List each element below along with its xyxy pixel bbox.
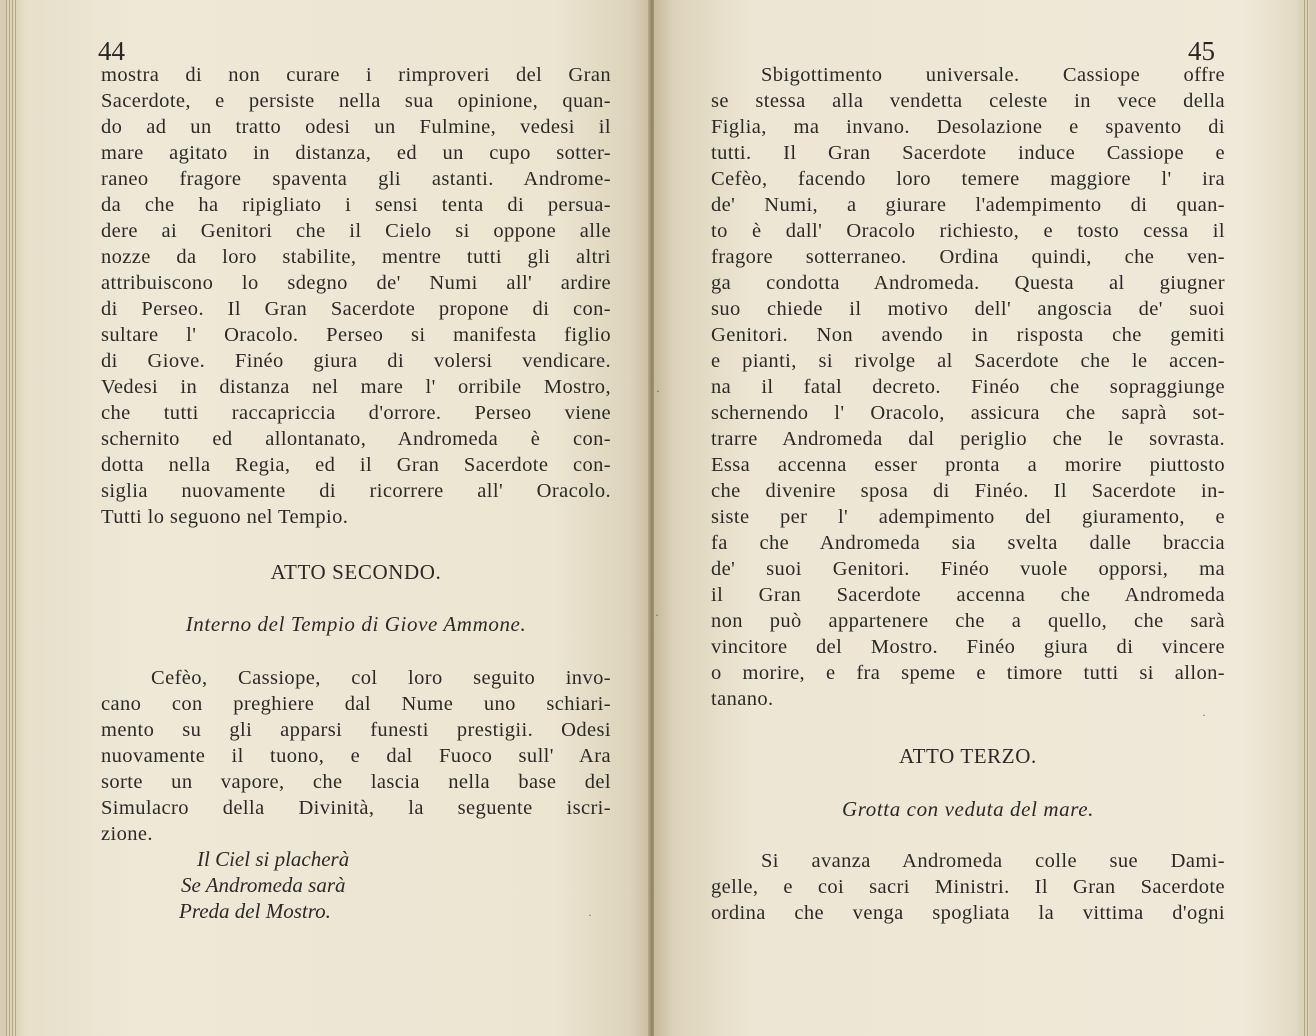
text-line: Genitori. Non avendo in risposta che gemiti [711,324,1225,346]
text-line: Cefèo, Cassiope, col loro seguito invo- [151,667,611,689]
text-line: sorte un vapore, che lascia nella base del [101,771,611,793]
text-line: cano con preghiere dal Nume uno schiari- [101,693,611,715]
text-line: Tutti lo seguono nel Tempio. [101,506,349,528]
paper-speck: · [1202,708,1206,722]
text-line: ga condotta Andromeda. Questa al giugner [711,272,1225,294]
inscription-line: Il Ciel si placherà [197,847,350,871]
act-heading: ATTO TERZO. [899,744,1037,768]
text-line: vincitore del Mostro. Finéo giura di vincere [711,636,1225,658]
text-line: tutti. Il Gran Sacerdote induce Cassiope e [711,142,1225,164]
text-line: mostra di non curare i rimproveri del Gran [101,64,611,86]
text-line: tanano. [711,688,774,710]
page-number-left: 44 [98,36,125,66]
paper-speck: · [655,608,659,622]
text-line: o morire, e fra speme e timore tutti si allon- [711,662,1225,684]
text-line: na il fatal decreto. Finéo che sopraggiunge [711,376,1225,398]
text-line: dotta nella Regia, ed il Gran Sacerdote con- [101,454,611,476]
scene-heading: Grotta con veduta del mare. [841,797,1094,821]
text-line: raneo fragore spaventa gli astanti. Androme- [101,168,611,190]
paper-speck: · [656,384,660,398]
text-line: nuovamente il tuono, e dal Fuoco sull' Ara [101,745,611,767]
right-page-edge [1302,0,1310,1036]
text-line: che divenire sposa di Finéo. Il Sacerdote in- [711,480,1225,502]
text-line: di Perseo. Il Gran Sacerdote propone di con- [101,298,611,320]
text-line: fa che Andromeda sia svelta dalle braccia [711,532,1225,554]
text-line: Essa accenna esser pronta a morire piuttosto [711,454,1225,476]
text-line: schernito ed allontanato, Andromeda è con- [101,428,611,450]
text-line: Cefèo, facendo loro temere maggiore l' ira [711,168,1225,190]
text-line: siste per l' adempimento del giuramento, e [711,506,1225,528]
text-line: de' Numi, a giurare l'adempimento di quan- [711,194,1225,216]
act-heading: ATTO SECONDO. [270,560,442,584]
text-line: e pianti, si rivolge al Sacerdote che le accen- [711,350,1225,372]
text-line: de' suoi Genitori. Finéo vuole opporsi, ma [711,558,1225,580]
text-line: gelle, e coi sacri Ministri. Il Gran Sacerdote [711,876,1225,898]
text-line: il Gran Sacerdote accenna che Andromeda [711,584,1225,606]
text-line: Figlia, ma invano. Desolazione e spavento di [711,116,1225,138]
text-line: suo chiede il motivo dell' angoscia de' suoi [711,298,1225,320]
text-line: mento su gli apparsi funesti prestigii. Odesi [101,719,611,741]
text-line: schernendo l' Oracolo, assicura che saprà sot- [711,402,1225,424]
inscription-line: Se Andromeda sarà [181,873,346,897]
text-line: non può appartenere che a quello, che sarà [711,610,1225,632]
scene-heading: Interno del Tempio di Giove Ammone. [185,612,527,636]
text-line: Simulacro della Divinità, la seguente iscri- [101,797,611,819]
text-line: to è dall' Oracolo richiesto, e tosto cessa il [711,220,1225,242]
paper-speck: · [588,908,592,922]
text-line: siglia nuovamente di ricorrere all' Oracolo. [101,480,611,502]
text-line: zione. [101,823,153,845]
text-line: Sacerdote, e persiste nella sua opinione, quan- [101,90,611,112]
text-line: Si avanza Andromeda colle sue Dami- [761,850,1225,872]
text-line: da che ha ripigliato i sensi tenta di persua- [101,194,611,216]
text-line: nozze da loro stabilite, mentre tutti gli altri [101,246,611,268]
page-number-right: 45 [1188,36,1215,66]
left-page-edge [6,0,16,1036]
inscription-line: Preda del Mostro. [179,899,331,923]
text-line: Sbigottimento universale. Cassiope offre [761,64,1225,86]
text-line: trarre Andromeda dal periglio che le sovrasta. [711,428,1225,450]
text-line: attribuiscono lo sdegno de' Numi all' ardire [101,272,611,294]
text-line: fragore sotterraneo. Ordina quindi, che ven- [711,246,1225,268]
text-line: che tutti raccapriccia d'orrore. Perseo viene [101,402,611,424]
text-line: se stessa alla vendetta celeste in vece della [711,90,1225,112]
text-line: sultare l' Oracolo. Perseo si manifesta figlio [101,324,611,346]
text-line: di Giove. Finéo giura di volersi vendicare. [101,350,611,372]
text-line: do ad un tratto odesi un Fulmine, vedesi il [101,116,611,138]
text-line: ordina che venga spogliata la vittima d'ogni [711,902,1225,924]
text-line: Vedesi in distanza nel mare l' orribile Mostro, [101,376,611,398]
text-line: mare agitato in distanza, ed un cupo sotter- [101,142,611,164]
text-line: dere ai Genitori che il Cielo si oppone alle [101,220,611,242]
